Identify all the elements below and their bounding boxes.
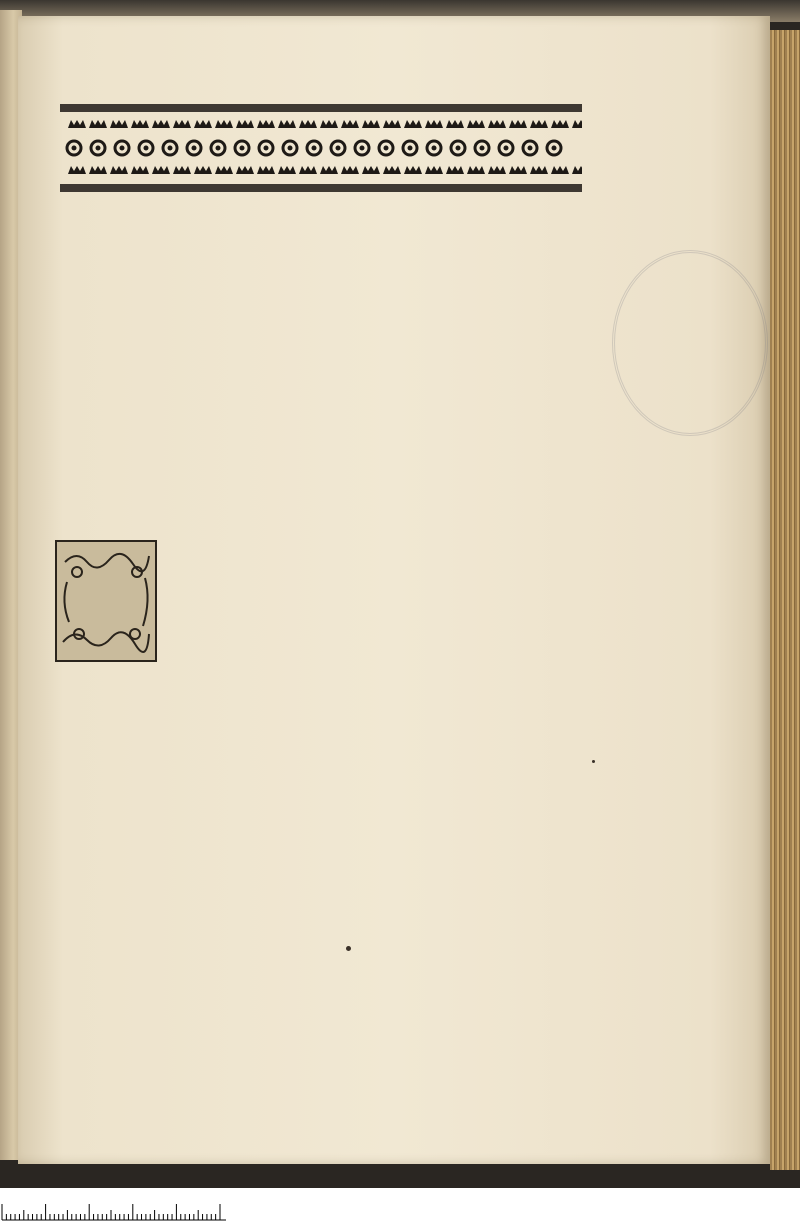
crown-ornament: [89, 166, 107, 174]
crown-ornament: [152, 120, 170, 128]
crown-ornament: [530, 120, 548, 128]
crown-ornament: [320, 120, 338, 128]
crown-ornament: [509, 120, 527, 128]
crown-ornament: [488, 120, 506, 128]
crown-ornament: [404, 120, 422, 128]
crown-ornament: [509, 166, 527, 174]
flower-ornament-center: [384, 146, 389, 151]
crown-ornament: [362, 166, 380, 174]
crown-ornament: [341, 166, 359, 174]
crown-ornament: [383, 166, 401, 174]
crown-ornament: [257, 120, 275, 128]
crown-ornament: [131, 120, 149, 128]
crown-ornament: [152, 166, 170, 174]
flower-ornament-center: [408, 146, 413, 151]
flower-ornament-center: [216, 146, 221, 151]
crown-ornament: [551, 120, 569, 128]
flower-ornament-center: [144, 146, 149, 151]
ink-spot: [346, 946, 351, 951]
crown-ornament: [89, 120, 107, 128]
flower-ornament-center: [480, 146, 485, 151]
crown-ornament: [467, 120, 485, 128]
crown-ornament: [551, 166, 569, 174]
crown-ornament: [572, 120, 582, 128]
flower-ornament-center: [264, 146, 269, 151]
crown-ornament: [425, 120, 443, 128]
printers-ornament-band: [60, 100, 582, 196]
scale-ruler: [0, 1188, 800, 1228]
flower-ornament-center: [552, 146, 557, 151]
crown-ornament: [215, 166, 233, 174]
crown-ornament: [110, 166, 128, 174]
library-stamp: [612, 250, 768, 436]
ink-spot: [592, 760, 595, 763]
crown-ornament: [194, 166, 212, 174]
crown-ornament: [173, 120, 191, 128]
crown-ornament: [467, 166, 485, 174]
crown-ornament: [278, 120, 296, 128]
crown-ornament: [320, 166, 338, 174]
flower-ornament-center: [528, 146, 533, 151]
crown-ornament: [446, 120, 464, 128]
crown-ornament: [362, 120, 380, 128]
page-stack-edge: [770, 30, 800, 1170]
crown-ornament: [257, 166, 275, 174]
crown-ornament: [299, 166, 317, 174]
flower-ornament-center: [336, 146, 341, 151]
crown-ornament: [236, 166, 254, 174]
crown-ornament: [173, 166, 191, 174]
crown-ornament: [572, 166, 582, 174]
crown-ornament: [530, 166, 548, 174]
crown-ornament: [299, 120, 317, 128]
flower-ornament-center: [240, 146, 245, 151]
flower-ornament-center: [72, 146, 77, 151]
flower-ornament-center: [288, 146, 293, 151]
flower-ornament-center: [456, 146, 461, 151]
flower-ornament-center: [360, 146, 365, 151]
crown-ornament: [446, 166, 464, 174]
crown-ornament: [131, 166, 149, 174]
flower-ornament-center: [432, 146, 437, 151]
crown-ornament: [110, 120, 128, 128]
crown-ornament: [488, 166, 506, 174]
crown-ornament: [425, 166, 443, 174]
ruler-ticks: [0, 1188, 800, 1228]
flower-ornament-center: [120, 146, 125, 151]
flower-ornament-center: [504, 146, 509, 151]
flower-ornament-center: [312, 146, 317, 151]
flower-ornament-center: [96, 146, 101, 151]
crown-ornament: [383, 120, 401, 128]
crown-ornament: [68, 120, 86, 128]
decorated-drop-initial: [55, 540, 157, 662]
crown-ornament: [278, 166, 296, 174]
crown-ornament: [236, 120, 254, 128]
crown-ornament: [194, 120, 212, 128]
crown-ornament: [215, 120, 233, 128]
crown-ornament: [341, 120, 359, 128]
crown-ornament: [404, 166, 422, 174]
flower-ornament-center: [192, 146, 197, 151]
flower-ornament-center: [168, 146, 173, 151]
crown-ornament: [68, 166, 86, 174]
